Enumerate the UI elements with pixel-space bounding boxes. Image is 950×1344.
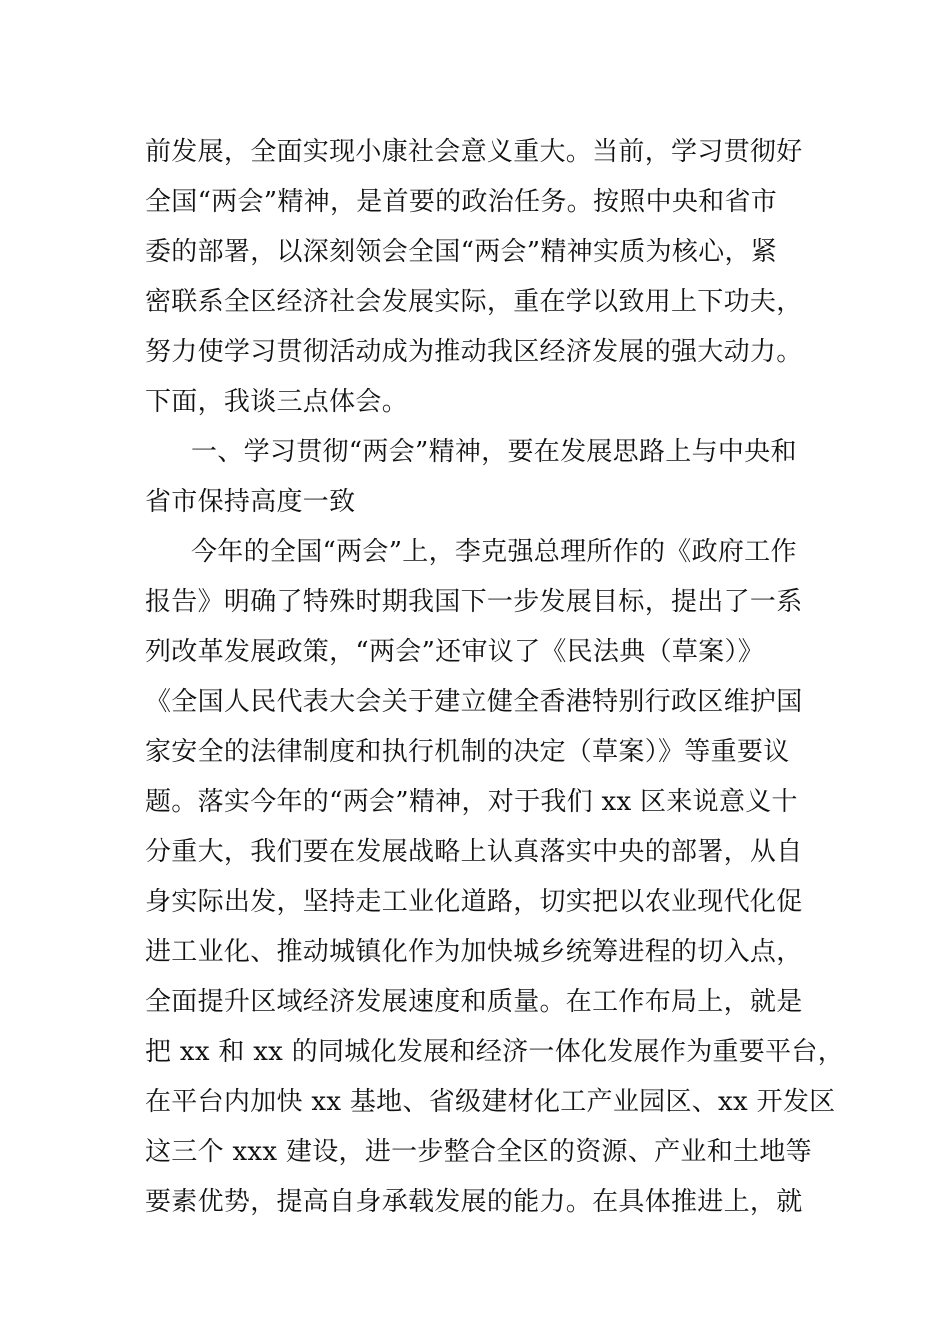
- text-line: 全面提升区域经济发展速度和质量。在工作布局上，就是: [145, 987, 803, 1017]
- text-line: 要素优势，提高自身承载发展的能力。在具体推进上，就: [145, 1187, 803, 1217]
- text-line: 题。落实今年的“两会”精神，对于我们 xx 区来说意义十: [145, 787, 798, 817]
- text-line: 报告》明确了特殊时期我国下一步发展目标，提出了一系: [145, 587, 803, 617]
- text-line: 下面，我谈三点体会。: [145, 387, 409, 417]
- text-line: 列改革发展政策，“两会”还审议了《民法典（草案）》: [145, 637, 765, 667]
- paragraph-start: 今年的全国“两会”上，李克强总理所作的《政府工作: [191, 537, 797, 567]
- text-line: 《全国人民代表大会关于建立健全香港特别行政区维护国: [145, 687, 803, 717]
- text-line: 在平台内加快 xx 基地、省级建材化工产业园区、xx 开发区: [145, 1087, 836, 1117]
- text-line: 委的部署，以深刻领会全国“两会”精神实质为核心，紧: [145, 237, 778, 267]
- body-text: [145, 127, 845, 1227]
- text-line: 前发展，全面实现小康社会意义重大。当前，学习贯彻好: [145, 137, 803, 167]
- text-line: 全国“两会”精神，是首要的政治任务。按照中央和省市: [145, 187, 778, 217]
- text-line: 分重大，我们要在发展战略上认真落实中央的部署，从自: [145, 837, 803, 867]
- section-heading-continued: 省市保持高度一致: [145, 487, 356, 517]
- text-line: 把 xx 和 xx 的同城化发展和经济一体化发展作为重要平台，: [145, 1037, 845, 1067]
- text-line: 进工业化、推动城镇化作为加快城乡统筹进程的切入点，: [145, 937, 803, 967]
- text-line: 家安全的法律制度和执行机制的决定（草案）》等重要议: [145, 737, 790, 767]
- section-heading: 一、学习贯彻“两会”精神，要在发展思路上与中央和: [191, 437, 797, 467]
- text-line: 这三个 xxx 建设，进一步整合全区的资源、产业和土地等: [145, 1137, 812, 1167]
- text-line: 身实际出发，坚持走工业化道路，切实把以农业现代化促: [145, 887, 803, 917]
- text-line: 密联系全区经济社会发展实际，重在学以致用上下功夫，: [145, 287, 803, 317]
- text-line: 努力使学习贯彻活动成为推动我区经济发展的强大动力。: [145, 337, 803, 367]
